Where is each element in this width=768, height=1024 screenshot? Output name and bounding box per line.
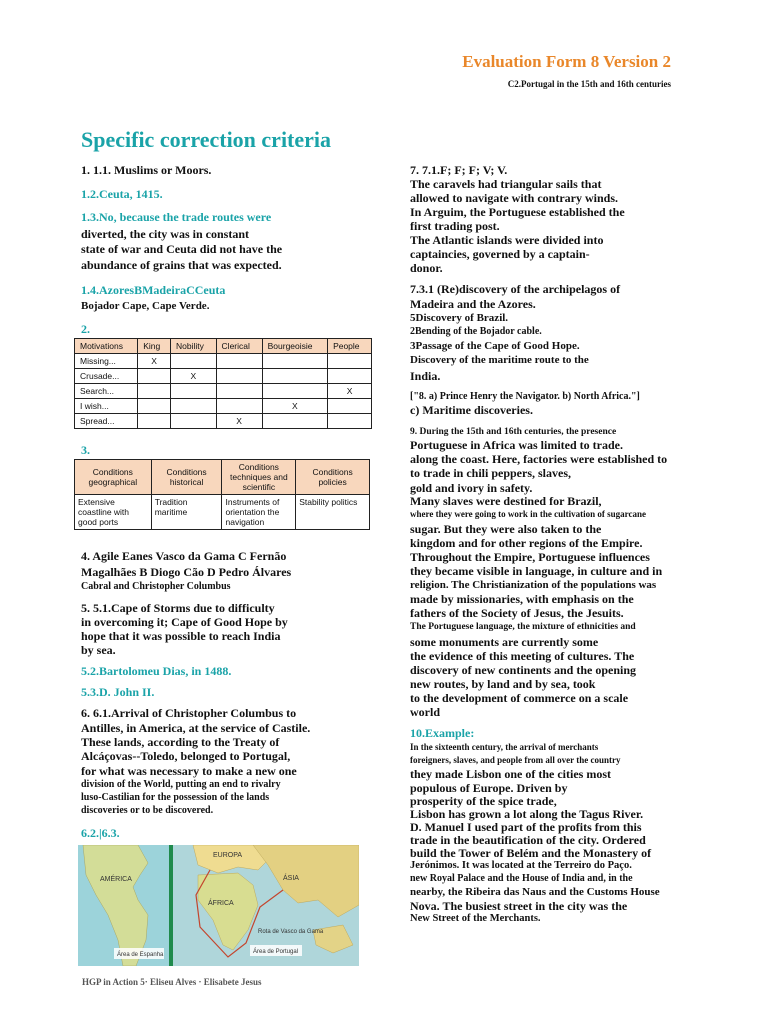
table-cell: Instruments of orientation the navigation xyxy=(222,495,296,530)
table-cell xyxy=(328,399,372,414)
world-map xyxy=(78,845,359,966)
table-header-cell: Conditions policies xyxy=(296,460,370,495)
table-cell xyxy=(171,384,217,399)
table-cell: Extensive coastline with good ports xyxy=(75,495,152,530)
answer-10-line10: Jerónimos. It was located at the Terreiro do Paço. xyxy=(410,860,632,871)
table-cell xyxy=(216,384,262,399)
table-header-cell: Nobility xyxy=(171,339,217,354)
answer-9-line16: some monuments are currently some xyxy=(410,635,599,649)
map-label-spain-area: Área de Espanha xyxy=(117,952,164,958)
answer-9-line15: The Portuguese language, the mixture of ethnicities and xyxy=(410,622,636,632)
answer-1-1: 1. 1.1. Muslims or Moors. xyxy=(81,163,212,177)
answer-6-line4: Alcáçovas--Toledo, belonged to Portugal, xyxy=(81,749,291,763)
table-cell xyxy=(171,399,217,414)
answer-5-1-line1: 5. 5.1.Cape of Storms due to difficulty xyxy=(81,601,275,615)
answer-10-line12: nearby, the Ribeira das Naus and the Customs House xyxy=(410,886,660,898)
form-subtitle: C2.Portugal in the 15th and 16th centuries xyxy=(507,79,671,89)
table-row xyxy=(75,369,372,384)
answer-8: ["8. a) Prince Henry the Navigator. b) North Africa."] xyxy=(410,391,640,402)
answer-9-line9: kingdom and for other regions of the Empire. xyxy=(410,536,643,550)
table-cell: Stability politics xyxy=(296,495,370,530)
table-header-cell: Clerical xyxy=(216,339,262,354)
table-cell xyxy=(262,384,327,399)
answer-1-3-line2: diverted, the city was in constant xyxy=(81,227,249,241)
table-header-cell: Conditions geographical xyxy=(75,460,152,495)
answer-2-label: 2. xyxy=(81,322,90,336)
table-cell xyxy=(262,414,327,429)
answer-5-3: 5.3.D. John II. xyxy=(81,685,155,699)
answer-7-line3: allowed to navigate with contrary winds. xyxy=(410,191,618,205)
answer-10-line9: build the Tower of Belém and the Monastery of xyxy=(410,846,652,860)
answer-4-line3: Cabral and Christopher Columbus xyxy=(81,581,231,592)
table-cell: Tradition maritime xyxy=(151,495,222,530)
table-header-cell: King xyxy=(138,339,171,354)
answer-7-3-line2: Madeira and the Azores. xyxy=(410,297,536,311)
answer-9-line8: sugar. But they were also taken to the xyxy=(410,522,602,536)
map-label-europa: EUROPA xyxy=(213,852,243,859)
answer-7-line6: The Atlantic islands were divided into xyxy=(410,233,604,247)
table-cell xyxy=(262,354,327,369)
answer-6-line7: luso-Castilian for the possession of the lands xyxy=(81,792,270,803)
answer-4-line2: Magalhães B Diogo Cão D Pedro Álvares xyxy=(81,565,292,579)
answer-1-3-line4: abundance of grains that was expected. xyxy=(81,258,282,272)
table-cell xyxy=(216,399,262,414)
answer-10-line11: new Royal Palace and the House of India and, in the xyxy=(410,873,633,884)
answer-10-line13: Nova. The busiest street in the city was the xyxy=(410,899,628,913)
answer-7-line2: The caravels had triangular sails that xyxy=(410,177,602,191)
table-cell xyxy=(328,369,372,384)
answer-5-2: 5.2.Bartolomeu Dias, in 1488. xyxy=(81,664,232,678)
motivations-table xyxy=(74,338,372,429)
table-cell: Crusade... xyxy=(75,369,138,384)
answer-7-line4: In Arguim, the Portuguese established the xyxy=(410,205,625,219)
answer-1-4-line2: Bojador Cape, Cape Verde. xyxy=(81,300,210,312)
table-cell xyxy=(328,414,372,429)
answer-5-1-line2: in overcoming it; Cape of Good Hope by xyxy=(81,615,288,629)
answer-6-line8: discoveries or to be discovered. xyxy=(81,805,214,816)
answer-9-line21: world xyxy=(410,705,440,719)
table-cell: X xyxy=(171,369,217,384)
page-heading: Specific correction criteria xyxy=(81,127,332,152)
table-header-cell: People xyxy=(328,339,372,354)
answer-9-line20: to the development of commerce on a scale xyxy=(410,691,629,705)
table-cell xyxy=(171,414,217,429)
answer-7-line8: donor. xyxy=(410,261,443,275)
answer-1-4-line1: 1.4.AzoresBMadeiraCCeuta xyxy=(81,283,226,297)
answer-9-line2: Portuguese in Africa was limited to trade. xyxy=(410,438,623,452)
conditions-table xyxy=(74,459,370,530)
table-cell: Search... xyxy=(75,384,138,399)
answer-7-3-line6: Discovery of the maritime route to the xyxy=(410,354,589,366)
answer-7-line5: first trading post. xyxy=(410,219,500,233)
table-row xyxy=(75,384,372,399)
map-label-africa: ÁFRICA xyxy=(208,900,234,907)
answer-6-line6: division of the World, putting an end to rivalry xyxy=(81,779,281,790)
answer-9-line13: made by missionaries, with emphasis on the xyxy=(410,592,634,606)
answer-10-line8: trade in the beautification of the city. Ordered xyxy=(410,833,646,847)
answer-7-line7: captaincies, governed by a captain- xyxy=(410,247,590,261)
answer-9-line18: discovery of new continents and the opening xyxy=(410,663,637,677)
table-header-row xyxy=(75,460,370,495)
answer-10-line5: prosperity of the spice trade, xyxy=(410,794,557,808)
table-cell: Spread... xyxy=(75,414,138,429)
map-label-portugal-area: Área de Portugal xyxy=(253,949,299,955)
answer-10-line4: populous of Europe. Driven by xyxy=(410,781,568,795)
answer-1-2: 1.2.Ceuta, 1415. xyxy=(81,187,163,201)
answer-6-line2: Antilles, in America, at the service of Castile. xyxy=(81,721,311,735)
answer-9-line7: where they were going to work in the cultivation of sugarcane xyxy=(410,509,646,519)
answer-5-1-line4: by sea. xyxy=(81,643,116,657)
table-header-row xyxy=(75,339,372,354)
map-label-america: AMÉRICA xyxy=(100,876,132,883)
table-cell: X xyxy=(216,414,262,429)
answer-9-line5: gold and ivory in safety. xyxy=(410,481,533,495)
answer-9-line6: Many slaves were destined for Brazil, xyxy=(410,494,602,508)
table-cell xyxy=(216,369,262,384)
answer-9-line3: along the coast. Here, factories were established to xyxy=(410,452,668,466)
answer-8-c: c) Maritime discoveries. xyxy=(410,403,533,417)
answer-7-1: 7. 7.1.F; F; F; V; V. xyxy=(410,163,508,177)
table-header-cell: Motivations xyxy=(75,339,138,354)
table-cell: X xyxy=(138,354,171,369)
answer-9-line19: new routes, by land and by sea, took xyxy=(410,677,596,691)
table-cell xyxy=(216,354,262,369)
answer-4-line1: 4. Agile Eanes Vasco da Gama C Fernão xyxy=(81,549,287,563)
table-cell xyxy=(262,369,327,384)
answer-7-3-line5: 3Passage of the Cape of Good Hope. xyxy=(410,340,580,352)
table-row xyxy=(75,414,372,429)
answer-6-line3: These lands, according to the Treaty of xyxy=(81,735,280,749)
answer-6-line1: 6. 6.1.Arrival of Christopher Columbus to xyxy=(81,706,297,720)
table-header-cell: Bourgeoisie xyxy=(262,339,327,354)
answer-10-line1: In the sixteenth century, the arrival of merchants xyxy=(410,742,599,752)
table-row xyxy=(75,354,372,369)
answer-10-line3: they made Lisbon one of the cities most xyxy=(410,767,611,781)
table-cell: X xyxy=(262,399,327,414)
answer-1-3-line3: state of war and Ceuta did not have the xyxy=(81,242,283,256)
table-row xyxy=(75,399,372,414)
table-row xyxy=(75,495,370,530)
map-label-route: Rota de Vasco da Gama xyxy=(258,929,324,935)
answer-10-label: 10.Example: xyxy=(410,726,475,740)
answer-5-1-line3: hope that it was possible to reach India xyxy=(81,629,281,643)
table-header-cell: Conditions techniques and scientific xyxy=(222,460,296,495)
answer-9-line14: fathers of the Society of Jesus, the Jesuits. xyxy=(410,606,624,620)
table-cell xyxy=(138,369,171,384)
table-cell: Missing... xyxy=(75,354,138,369)
form-title: Evaluation Form 8 Version 2 xyxy=(462,52,671,71)
answer-9-line11: they became visible in language, in culture and in xyxy=(410,564,663,578)
table-cell xyxy=(171,354,217,369)
table-cell xyxy=(138,414,171,429)
answer-9-line12: religion. The Christianization of the populations was xyxy=(410,579,657,591)
answer-9-line17: the evidence of this meeting of cultures. The xyxy=(410,649,635,663)
table-cell: X xyxy=(328,384,372,399)
table-cell xyxy=(138,384,171,399)
answer-9-line10: Throughout the Empire, Portuguese influences xyxy=(410,550,650,564)
answer-6-2-label: 6.2.|6.3. xyxy=(81,826,120,840)
answer-9-line4: to trade in chili peppers, slaves, xyxy=(410,466,571,480)
answer-3-label: 3. xyxy=(81,443,90,457)
answer-7-3-line7: India. xyxy=(410,369,441,383)
answer-1-3-line1: 1.3.No, because the trade routes were xyxy=(81,210,272,224)
footer-credit: HGP in Action 5· Eliseu Alves · Elisabete Jesus xyxy=(82,977,262,987)
answer-10-line6: Lisbon has grown a lot along the Tagus River. xyxy=(410,807,644,821)
table-header-cell: Conditions historical xyxy=(151,460,222,495)
answer-6-line5: for what was necessary to make a new one xyxy=(81,764,297,778)
table-cell: I wish... xyxy=(75,399,138,414)
table-cell xyxy=(328,354,372,369)
answer-7-3-line1: 7.3.1 (Re)discovery of the archipelagos of xyxy=(410,282,621,296)
answer-10-line2: foreigners, slaves, and people from all over the country xyxy=(410,755,621,765)
table-cell xyxy=(138,399,171,414)
world-map-svg xyxy=(78,845,359,966)
answer-7-3-line4: 2Bending of the Bojador cable. xyxy=(410,326,542,337)
answer-10-line14: New Street of the Merchants. xyxy=(410,913,541,924)
answer-9-line1: 9. During the 15th and 16th centuries, the presence xyxy=(410,427,617,437)
answer-7-3-line3: 5Discovery of Brazil. xyxy=(410,312,509,324)
answer-10-line7: D. Manuel I used part of the profits from this xyxy=(410,820,642,834)
map-label-asia: ÁSIA xyxy=(283,875,299,882)
